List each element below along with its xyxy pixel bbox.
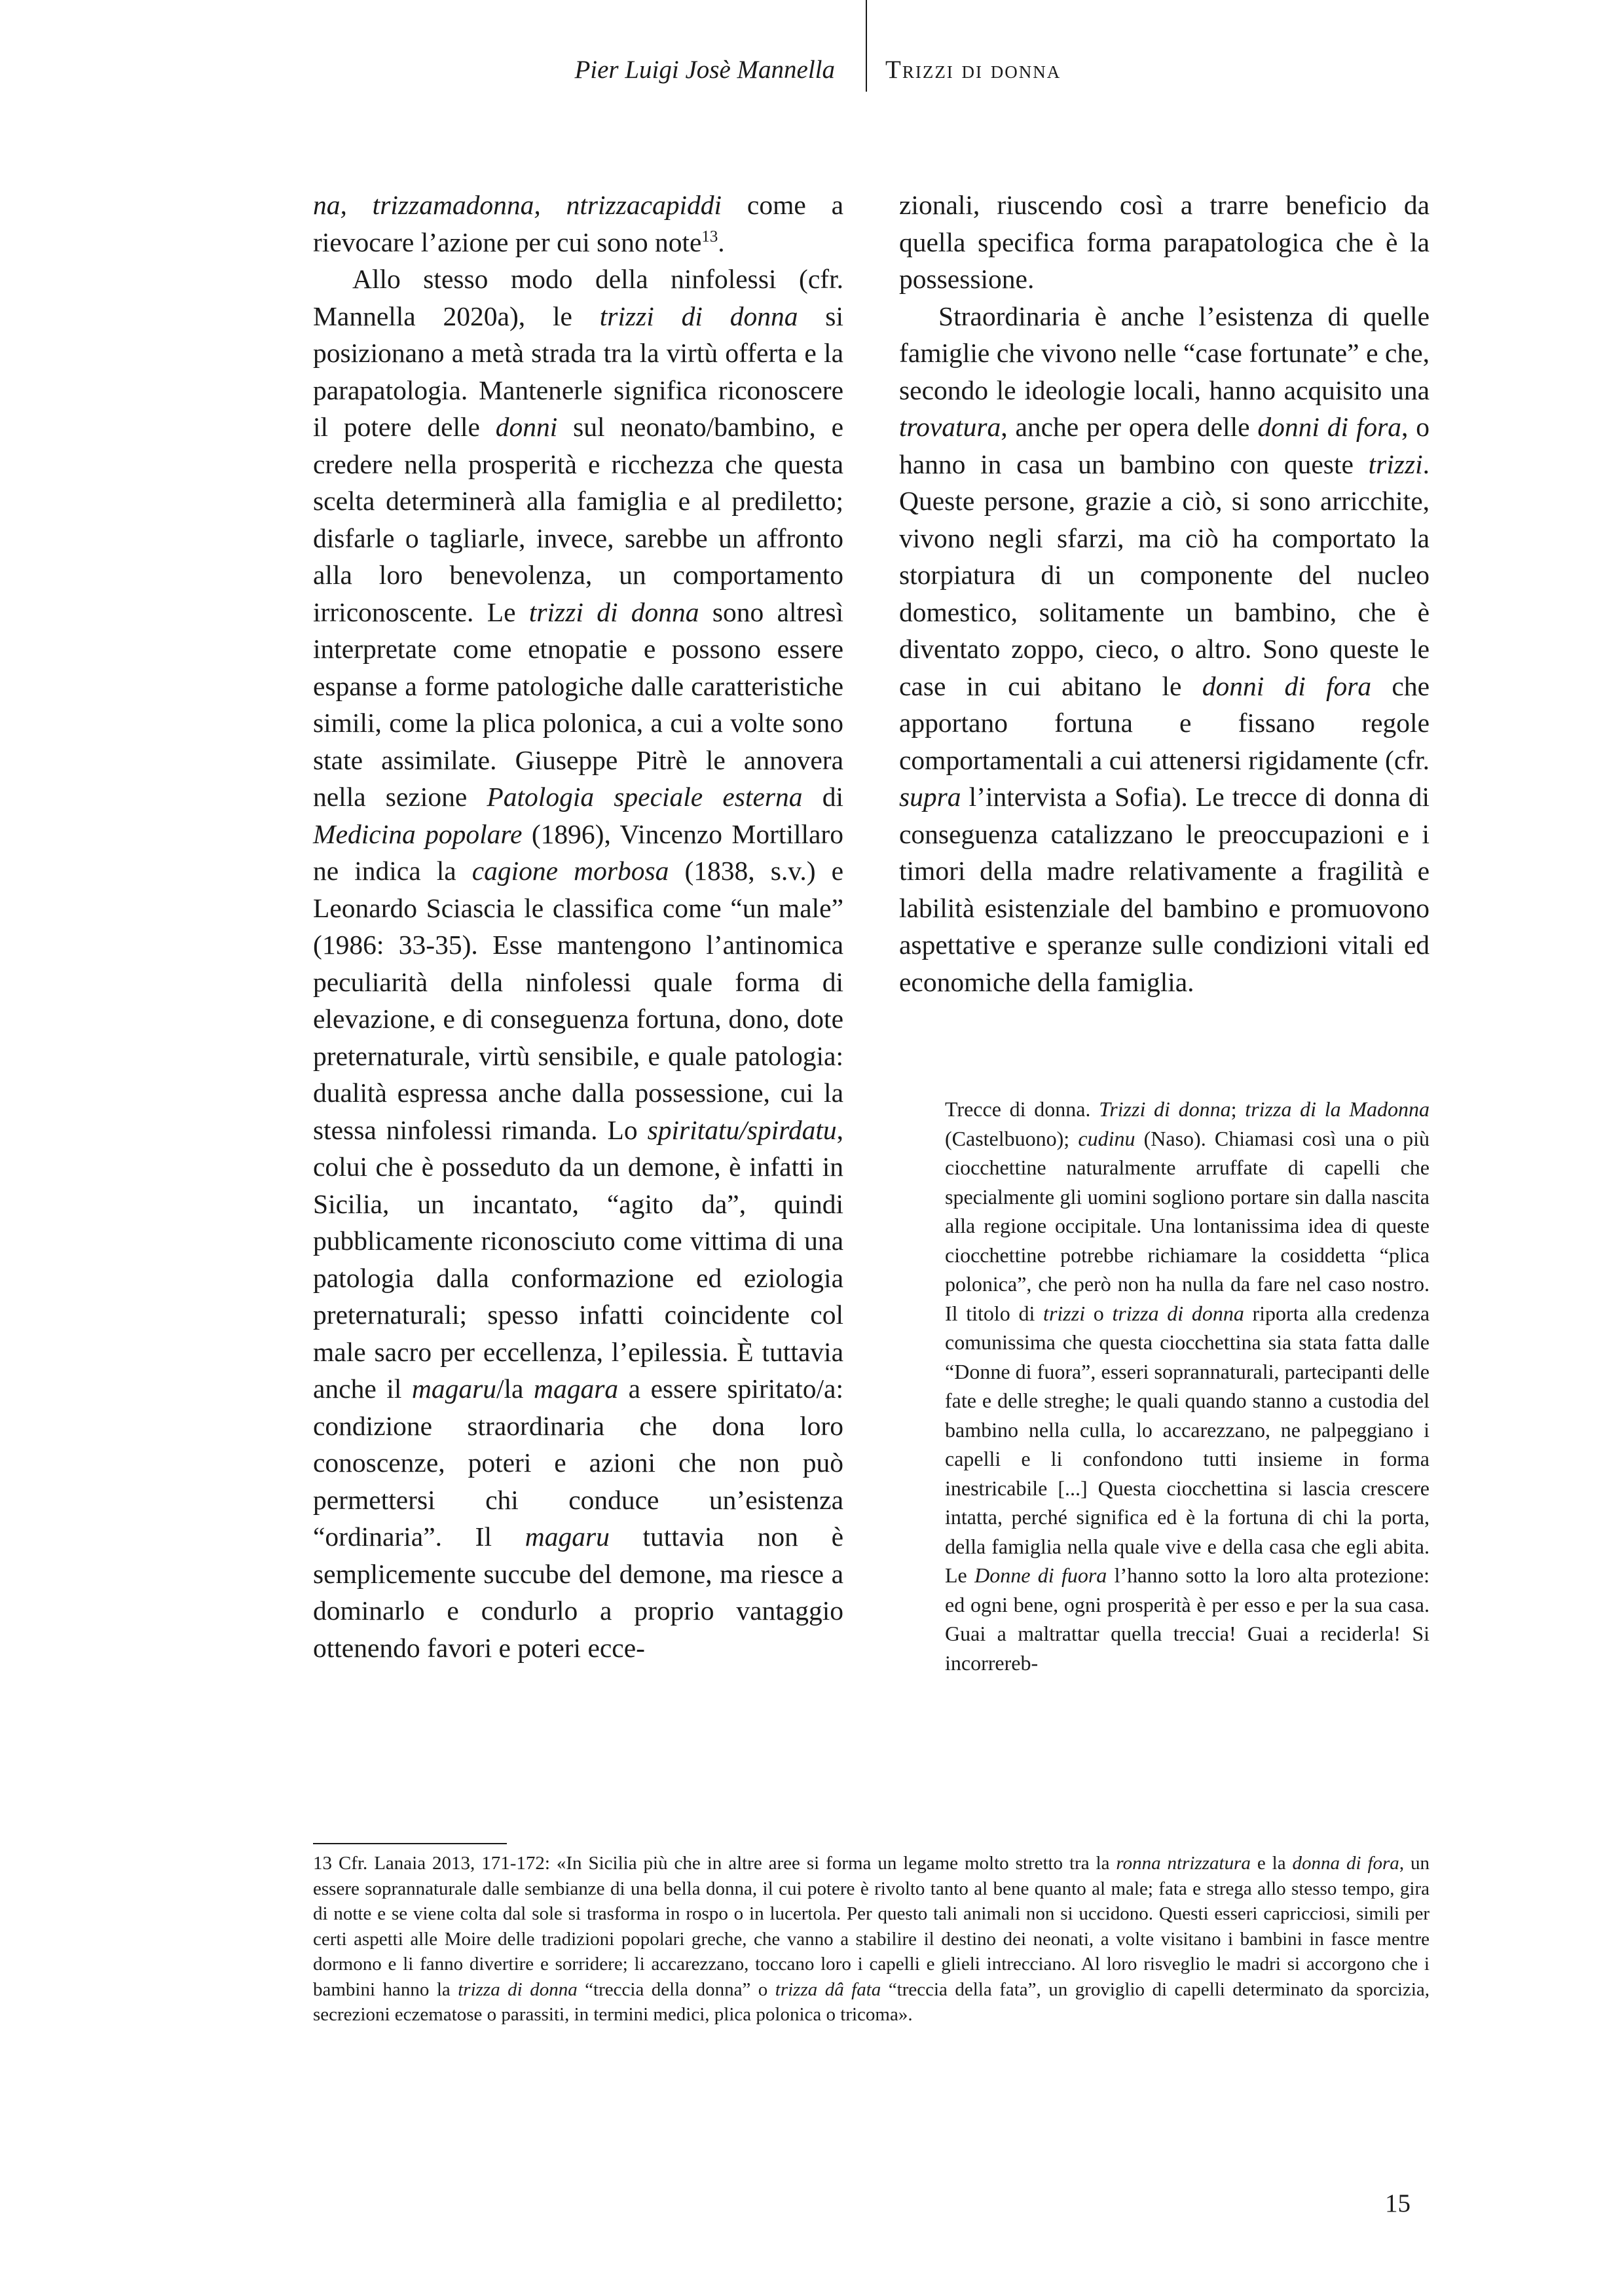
paragraph: Straordinaria è anche l’esistenza di quelle famiglie che vivono nelle “case fortunate” e che, secondo le ideologie locali, hanno acquisito una trovatura, anche per opera delle donni di fora, o hanno in casa un bambino con queste trizzi. Queste persone, grazie a ciò, si sono arricchite, vivono negli sfarzi, ma ciò ha comportato la storpiatura di un componente del nucleo domestico, solitamente un bambino, che è diventato zoppo, cieco, o altro. Sono queste le case in cui abitano le donni di fora che apportano fortuna e fissano regole comportamentali a cui attenersi rigidamente (cfr. supra l’intervista a Sofia). Le trecce di donna di conseguenza catalizzano le preoccupazioni e i timori della madre relativamente a fragilità e labilità esistenziale del bambino e promuovono aspettative e speranze sulle condizioni vitali ed economiche della famiglia. [899, 301, 1430, 997]
footnote-ref: 13 [701, 227, 718, 246]
italic-term: donna di fora [1292, 1853, 1399, 1874]
italic-term: trizza dâ fata [775, 1978, 881, 2000]
footnote-rule [313, 1843, 507, 1844]
italic-term: Medicina popolare [313, 818, 523, 849]
italic-term: trizza di donna [458, 1978, 578, 2000]
italic-term: magara [534, 1374, 619, 1404]
italic-term: Donne di fuora [974, 1563, 1107, 1587]
paragraph: Allo stesso modo della ninfolessi (cfr. Mannella 2020a), le trizzi di donna si posizionano a metà strada tra la virtù offerta e la parapatologia. Mantenerle significa riconoscere il potere delle donni sul neonato/bambino, e credere nella prosperità e ricchezza che questa scelta determinerà alla famiglia e al prediletto; disfarle o tagliarle, invece, sarebbe un affronto alla loro benevolenza, un comportamento irriconoscente. Le trizzi di donna sono altresì interpretate come etnopatie e possono essere espanse a forme patologiche dalle caratteristiche simili, come la plica polonica, a cui a volte sono state assimilate. Giuseppe Pitrè le annovera nella sezione Patologia speciale esterna di Medicina popolare (1896), Vincenzo Mortillaro ne indica la cagione morbosa (1838, s.v.) e Leonardo Sciascia le classifica come “un male” (1986: 33-35). Esse mantengono l’antinomica peculiarità della ninfolessi quale forma di elevazione, e di conseguenza fortuna, dono, dote preternaturale, virtù sensibile, e quale patologia: dualità espressa anche dalla possessione, cui la stessa ninfolessi rimanda. Lo spiritatu/spirdatu, colui che è posseduto da un demone, è infatti in Sicilia, un incantato, “agito da”, quindi pubblicamente riconosciuto come vittima di una patologia dalla conformazione ed eziologia preternaturali; spesso infatti coincidente col male sacro per eccellenza, l’epilessia. È tuttavia anche il magaru/la magara a essere spiritato/a: condizione straordinaria che dona loro conoscenze, poteri e azioni che non può permettersi chi conduce un’esistenza “ordinaria”. Il magaru tuttavia non è semplicemente succube del demone, ma riesce a dominarlo e condurlo a proprio vantaggio ottenendo favori e poteri ecce- [313, 264, 844, 1663]
italic-term: spiritatu/spirdatu [647, 1114, 837, 1145]
running-head-author: Pier Luigi Josè Mannella [574, 56, 835, 84]
italic-term: Patologia speciale esterna [487, 782, 803, 812]
italic-term: trizzi [1043, 1301, 1086, 1325]
italic-term: trizzi di donna [528, 596, 699, 627]
header-divider [866, 0, 867, 92]
paragraph: zionali, riuscendo così a trarre beneficio da quella specifica forma parapatologica che è la possessione. [899, 190, 1430, 294]
italic-term: supra [899, 782, 961, 812]
italic-term: trizza di la Madonna [1245, 1097, 1430, 1121]
footnote-13: 13 Cfr. Lanaia 2013, 171-172: «In Sicilia più che in altre aree si forma un legame molto stretto tra la ronna ntrizzatura e la donna di fora, un essere soprannaturale dalle sembianze di una bella donna, il cui potere è rivolto tanto al bene quanto al male; fata e strega allo stesso tempo, gira di notte e se viene colta dal sole si trasforma in rospo o in lucertola. Per questo tali animali non si uccidono. Questi esseri capricciosi, simili per certi aspetti alle Moire delle tradizioni popolari greche, che vanno a stabilire il destino dei neonati, a volte visitano i bambini in fasce mentre dormono e li fanno divertire e sorridere; li accarezzano, toccano loro i capelli e glieli intrecciano. Al loro risveglio le madri si accorgono che i bambini hanno la trizza di donna “treccia della donna” o trizza dâ fata “treccia della fata”, un groviglio di capelli determinato da sporcizia, secrezioni eczematose o parassiti, in termini medici, plica polonica o tricoma». [313, 1853, 1430, 2025]
page-number: 15 [1385, 2189, 1411, 2217]
italic-term: Trizzi di donna [1099, 1097, 1231, 1121]
italic-term: trizza di donna [1112, 1301, 1244, 1325]
left-column [313, 187, 843, 1666]
italic-term: magaru [525, 1522, 610, 1552]
block-quote: Trecce di donna. Trizzi di donna; trizza di la Madonna (Castelbuono); cudinu (Naso). Chiamasi così una o più ciocchettine naturalmente arruffate di capelli che specialmente gli uomini sogliono portare sin dalla nascita alla regione occipitale. Una lontanissima idea di queste ciocchettine potrebbe richiamare la cosiddetta “plica polonica”, che però non ha nulla da fare nel caso nostro. Il titolo di trizzi o trizza di donna riporta alla credenza comunissima che questa ciocchettina sia stata fatta dalle “Donne di fuora”, esseri soprannaturali, partecipanti delle fate e delle streghe; le quali quando stanno a custodia del bambino nella culla, lo accarezzano, ne palpeggiano i capelli e li confondono tutti insieme in forma inestricabile [...] Questa ciocchettina si lascia crescere intatta, perché significa ed è la fortuna di chi la porta, della famiglia nella quale vive e della casa che egli abita. Le Donne di fuora l’hanno sotto la loro alta protezione: ed ogni bene, ogni prosperità è per esso e per la sua casa. Guai a maltrattar quella treccia! Guai a reciderla! Si incorrereb- [945, 1097, 1430, 1675]
italic-term: donni di fora [1202, 670, 1372, 701]
italic-term: cudinu [1078, 1126, 1135, 1150]
italic-term: trovatura [899, 412, 1001, 442]
italic-term: cagione morbosa [471, 856, 669, 886]
right-column [899, 187, 1430, 1000]
italic-term: trizzi di donna [599, 301, 798, 331]
italic-term: magaru [411, 1374, 496, 1404]
italic-term: donni di fora [1257, 412, 1402, 442]
italic-term: donni [495, 412, 558, 442]
running-head-title: Trizzi di donna [885, 56, 1061, 84]
italic-term: ronna ntrizzatura [1116, 1853, 1251, 1874]
italic-term: trizzi [1368, 448, 1423, 479]
paragraph: na, trizzamadonna, ntrizzacapiddi come a rievocare l’azione per cui sono note$^{13}$. [313, 190, 843, 257]
italic-term: na, trizzamadonna, ntrizzacapiddi [313, 190, 722, 220]
